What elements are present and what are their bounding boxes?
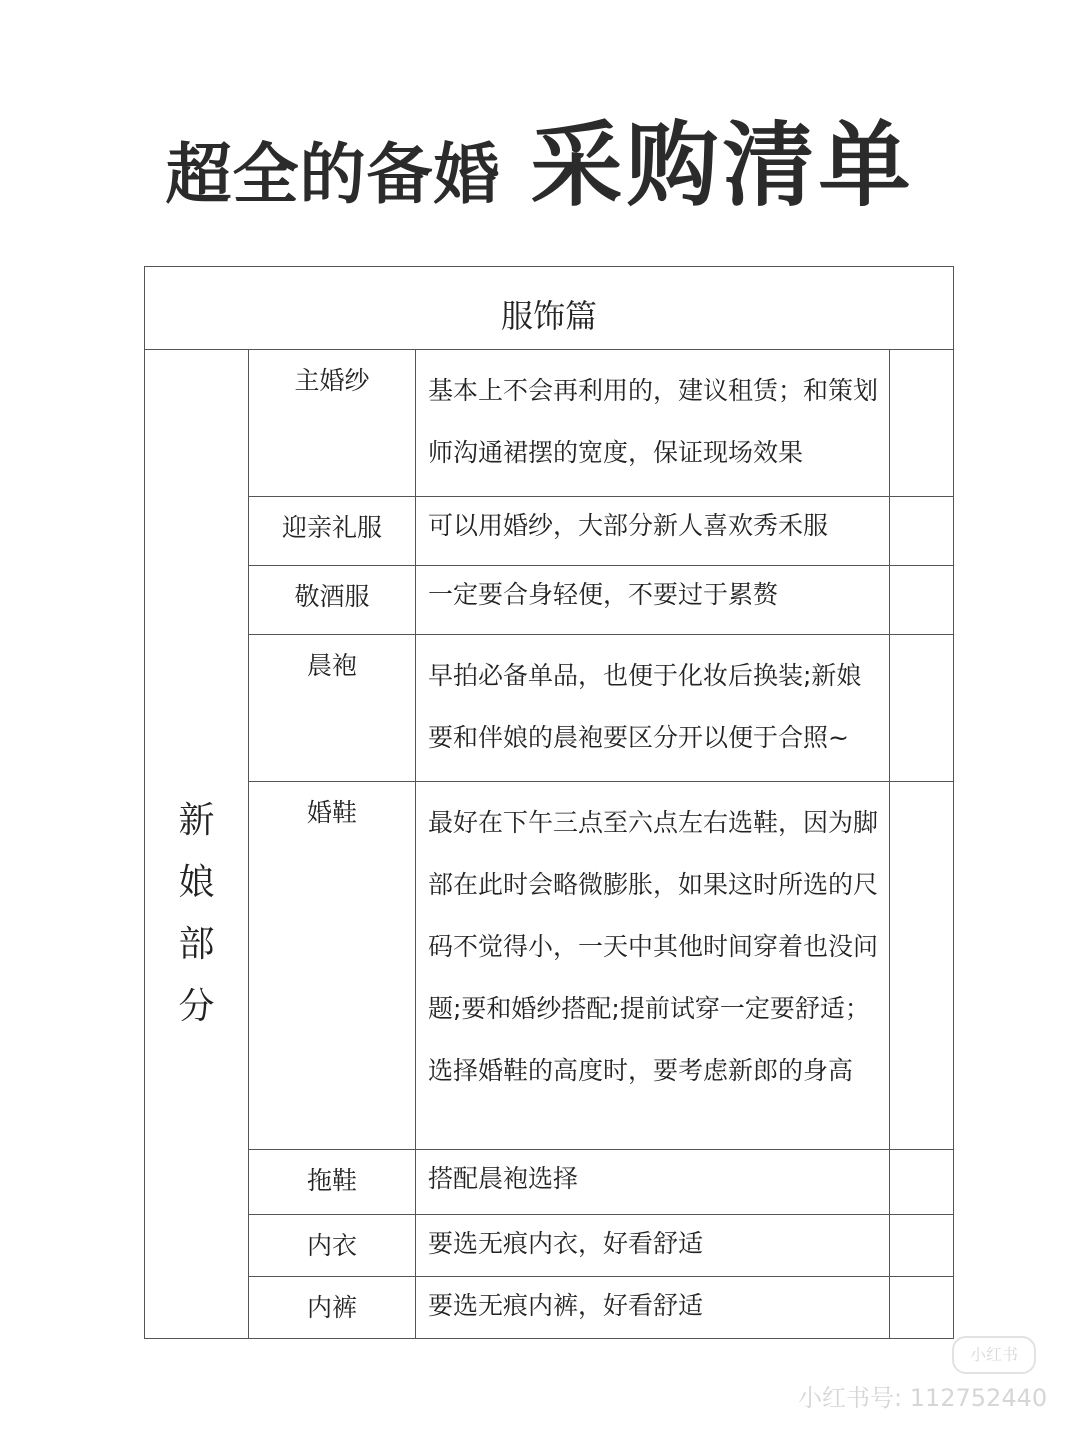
item-description: 可以用婚纱，大部分新人喜欢秀禾服 — [416, 497, 890, 566]
section-header-row — [145, 267, 954, 350]
item-description: 搭配晨袍选择 — [416, 1150, 890, 1215]
item-description: 最好在下午三点至六点左右选鞋，因为脚部在此时会略微膨胀，如果这时所选的尺码不觉得小，一天中其他时间穿着也没问题;要和婚纱搭配;提前试穿一定要舒适；选择婚鞋的高度时，要考虑新郎的身高 — [416, 782, 890, 1150]
page-title — [0, 92, 1080, 224]
item-description: 要选无痕内裤，好看舒适 — [416, 1277, 890, 1339]
table-row — [145, 782, 954, 1150]
table-row — [145, 1150, 954, 1215]
item-description: 基本上不会再利用的，建议租赁；和策划师沟通裙摆的宽度，保证现场效果 — [416, 350, 890, 497]
check-cell — [890, 566, 954, 635]
check-cell — [890, 635, 954, 782]
section-title: 服饰篇 — [145, 267, 954, 350]
table-row — [145, 635, 954, 782]
title-part2: 采购清单 — [530, 112, 915, 219]
table-row — [145, 1277, 954, 1339]
item-description: 早拍必备单品，也便于化妆后换装;新娘要和伴娘的晨袍要区分开以便于合照~ — [416, 635, 890, 782]
item-name: 迎亲礼服 — [249, 497, 416, 566]
check-cell — [890, 350, 954, 497]
item-name: 敬酒服 — [249, 566, 416, 635]
title-part1: 超全的备婚 — [165, 136, 501, 213]
item-name: 晨袍 — [249, 635, 416, 782]
item-name: 婚鞋 — [249, 782, 416, 1150]
item-name: 拖鞋 — [249, 1150, 416, 1215]
check-cell — [890, 497, 954, 566]
shopping-list-table — [144, 266, 954, 1339]
table-row — [145, 566, 954, 635]
item-name: 内衣 — [249, 1215, 416, 1277]
watermark-text: 小红书号: 112752440 — [798, 1384, 1048, 1412]
check-cell — [890, 1150, 954, 1215]
check-cell — [890, 1277, 954, 1339]
item-name: 主婚纱 — [249, 350, 416, 497]
watermark-logo: 小红书 — [952, 1336, 1036, 1374]
table-row — [145, 350, 954, 497]
group-label: 新娘部分 — [145, 350, 249, 1339]
table-row — [145, 497, 954, 566]
item-name: 内裤 — [249, 1277, 416, 1339]
item-description: 一定要合身轻便，不要过于累赘 — [416, 566, 890, 635]
table-row — [145, 1215, 954, 1277]
item-description: 要选无痕内衣，好看舒适 — [416, 1215, 890, 1277]
check-cell — [890, 782, 954, 1150]
check-cell — [890, 1215, 954, 1277]
